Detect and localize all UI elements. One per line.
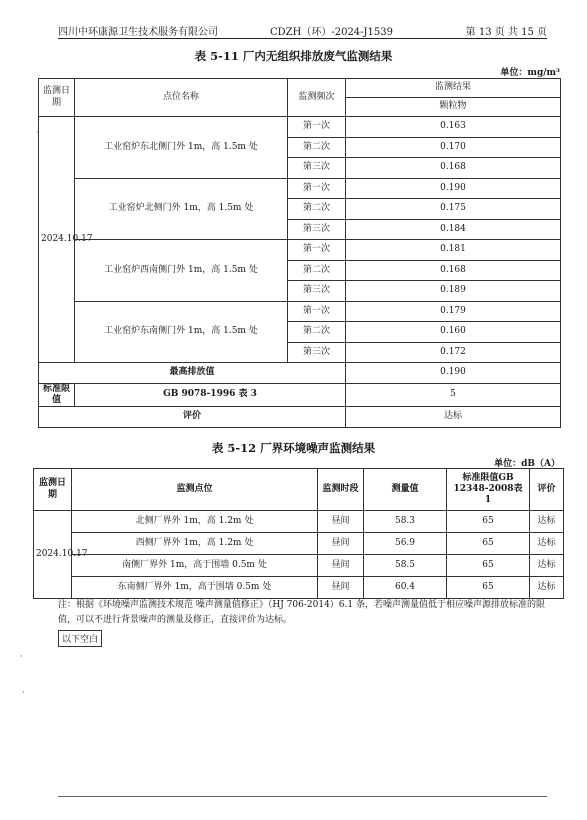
table1-evaluation-label: 评价	[39, 407, 346, 428]
table1-standard-label: 标准限值	[39, 383, 75, 407]
table2-point: 西侧厂界外 1m，高 1.2m 处	[72, 533, 318, 555]
table1-value: 0.163	[346, 117, 561, 138]
table1-value: 0.175	[346, 199, 561, 220]
table2-value: 58.3	[364, 511, 447, 533]
table2-value: 60.4	[364, 577, 447, 599]
table1-date: 2024.10.17	[39, 117, 75, 363]
header-report-code: CDZH（环）-2024-J1539	[270, 27, 394, 38]
table1-standard-value: 5	[346, 383, 561, 407]
table2-point: 南侧厂界外 1m，高于围墙 0.5m 处	[72, 555, 318, 577]
table2-header-point: 监测点位	[72, 469, 318, 511]
table2-value: 56.9	[364, 533, 447, 555]
table2-evaluation: 达标	[530, 577, 564, 599]
table2-value: 58.5	[364, 555, 447, 577]
table1-frequency: 第三次	[288, 342, 346, 363]
table1-frequency: 第二次	[288, 137, 346, 158]
table1-value: 0.170	[346, 137, 561, 158]
table1-frequency: 第二次	[288, 199, 346, 220]
blank-below-stamp: 以下空白	[58, 630, 102, 647]
table1-header-point: 点位名称	[75, 79, 288, 117]
table1-evaluation-value: 达标	[346, 407, 561, 428]
noise-table	[33, 468, 564, 599]
table1-value: 0.168	[346, 158, 561, 179]
scan-speck-mark: ·	[36, 128, 39, 137]
table1-unit: 单位：mg/m³	[500, 68, 560, 78]
table1-value: 0.168	[346, 260, 561, 281]
header-organization: 四川中环康源卫生技术服务有限公司	[58, 27, 218, 38]
table1-standard-name: GB 9078-1996 表 3	[75, 383, 346, 407]
table1-value: 0.179	[346, 301, 561, 322]
table2-header-period: 监测时段	[318, 469, 364, 511]
table2-title: 表 5-12 厂界环境噪声监测结果	[211, 441, 376, 455]
table2-header-limit: 标准限值GB 12348-2008表 1	[447, 469, 530, 511]
footer-divider	[58, 796, 547, 797]
table1-max-value: 0.190	[346, 363, 561, 384]
table2-point: 东南侧厂界外 1m，高于围墙 0.5m 处	[72, 577, 318, 599]
table2-evaluation: 达标	[530, 555, 564, 577]
table2-header-evaluation: 评价	[530, 469, 564, 511]
table1-point: 工业窑炉东南侧门外 1m，高 1.5m 处	[75, 301, 288, 363]
table1-value: 0.160	[346, 322, 561, 343]
table1-frequency: 第三次	[288, 219, 346, 240]
table1-point: 工业窑炉西南侧门外 1m，高 1.5m 处	[75, 240, 288, 302]
table2-period: 昼间	[318, 555, 364, 577]
table2-note: 注：根据《环境噪声监测技术规范 噪声测量值修正》（HJ 706-2014）6.1 条，若噪声测量值低于相应噪声源排放标准的限值，可以不进行背景噪声的测量及修正，直接评价为达标。	[58, 600, 545, 625]
table1-frequency: 第三次	[288, 158, 346, 179]
table1-value: 0.190	[346, 178, 561, 199]
table1-frequency: 第一次	[288, 240, 346, 261]
table2-limit: 65	[447, 555, 530, 577]
header-page-number: 第 13 页 共 15 页	[465, 27, 547, 38]
table1-header-frequency: 监测频次	[288, 79, 346, 117]
table1-frequency: 第一次	[288, 117, 346, 138]
table2-header-date: 监测日期	[34, 469, 72, 511]
table1-max-label: 最高排放值	[39, 363, 346, 384]
table1-frequency: 第二次	[288, 260, 346, 281]
table2-period: 昼间	[318, 533, 364, 555]
table2-point: 北侧厂界外 1m，高 1.2m 处	[72, 511, 318, 533]
table2-limit: 65	[447, 577, 530, 599]
table2-evaluation: 达标	[530, 511, 564, 533]
table1-frequency: 第三次	[288, 281, 346, 302]
table1-point: 工业窑炉北侧门外 1m，高 1.5m 处	[75, 178, 288, 240]
table2-date: 2024.10.17	[34, 511, 72, 599]
table1-title: 表 5-11 厂内无组织排放废气监测结果	[194, 49, 393, 63]
page-header	[58, 22, 547, 39]
table2-limit: 65	[447, 511, 530, 533]
exhaust-gas-table	[38, 78, 561, 428]
scan-speck-mark: ·	[20, 652, 23, 661]
table1-frequency: 第二次	[288, 322, 346, 343]
scan-speck-mark: ·	[22, 688, 25, 697]
table2-period: 昼间	[318, 577, 364, 599]
table1-header-date: 监测日期	[39, 79, 75, 117]
table1-frequency: 第一次	[288, 301, 346, 322]
table2-header-measured: 测量值	[364, 469, 447, 511]
table1-value: 0.181	[346, 240, 561, 261]
table1-header-pollutant: 颗粒物	[346, 98, 561, 117]
table2-limit: 65	[447, 533, 530, 555]
table1-point: 工业窑炉东北侧门外 1m，高 1.5m 处	[75, 117, 288, 179]
table1-header-result: 监测结果	[346, 79, 561, 98]
table1-value: 0.172	[346, 342, 561, 363]
table2-unit: 单位：dB（A）	[494, 459, 560, 469]
table1-value: 0.184	[346, 219, 561, 240]
table1-value: 0.189	[346, 281, 561, 302]
table1-frequency: 第一次	[288, 178, 346, 199]
table2-evaluation: 达标	[530, 533, 564, 555]
table2-period: 昼间	[318, 511, 364, 533]
